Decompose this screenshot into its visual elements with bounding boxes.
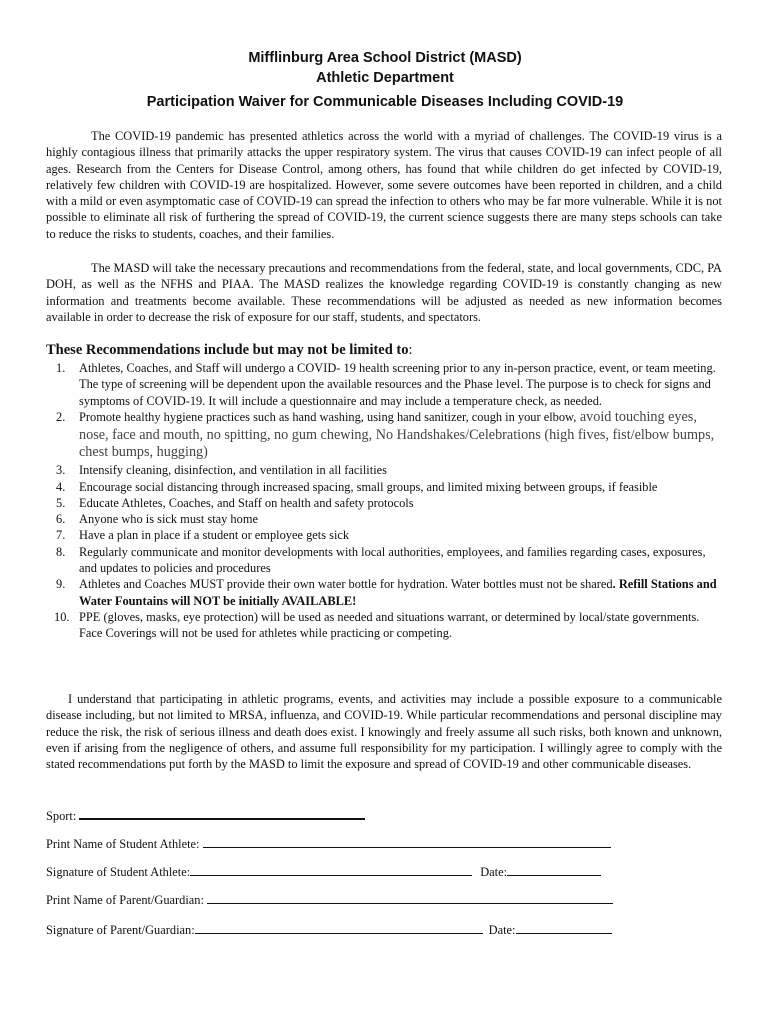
list-item-text: Regularly communicate and monitor developments with local authorities, employees, and families regarding cases, exposures, and updates to policies and procedures: [79, 544, 706, 576]
list-item-number: 4.: [56, 479, 66, 494]
list-item-number: 1.: [56, 361, 66, 375]
list-item-text: Encourage social distancing through increased spacing, small groups, and limited mixing between groups, if feasible: [79, 479, 658, 494]
list-item-number: 5.: [56, 495, 66, 510]
recommendations-heading-colon: :: [408, 342, 413, 358]
parent-signature-field: [46, 922, 612, 938]
parent-date-label: Date:: [488, 923, 516, 937]
list-item-number: 10.: [54, 609, 70, 624]
sport-label: Sport:: [46, 809, 80, 823]
recommendations-heading: [46, 342, 413, 359]
parent-name-field: [46, 892, 613, 908]
list-item: [46, 527, 722, 543]
parent-name-input-line[interactable]: [207, 892, 613, 904]
sport-input-line[interactable]: [79, 807, 365, 820]
list-item-number: 3.: [56, 463, 66, 478]
list-item-text: Promote healthy hygiene practices such as hand washing, using hand sanitizer, cough in your elbow,: [79, 409, 577, 424]
list-item-text: Athletes and Coaches MUST provide their own water bottle for hydration. Water bottles must not be shared: [79, 577, 613, 592]
parent-signature-input-line[interactable]: [195, 922, 483, 934]
list-item-text-highlight: avoid touching eyes, nose, face and mouth, no spitting, no gum chewing, No Handshakes/Celebrations (high fives, fist/elbow bumps, chest bumps, hugging): [79, 408, 715, 461]
list-item-text: Educate Athletes, Coaches, and Staff on health and safety protocols: [79, 495, 414, 510]
list-item: [46, 462, 722, 478]
list-item-text: Athletes, Coaches, and Staff will undergo a COVID- 19 health screening prior to any in-person practice, event, or team meeting. The type of screening will be dependent upon the available resources and the Phase level. The purpose is to check for signs and symptoms of COVID-19. It will include a questionnaire and may include a temperature check, as needed.: [79, 361, 716, 408]
intro-paragraph-1: The COVID-19 pandemic has presented athletics across the world with a myriad of challenges. The COVID-19 virus is a highly contagious illness that primarily attacks the upper respiratory system. The virus that causes COVID-19 can infect people of all ages. Research from the Centers for Disease Control, among others, has found that while children do get infected by COVID-19, relatively few children with COVID-19 are hospitalized. However, some severe outcomes have been reported in children, and a child with a mild or even asymptomatic case of COVID-19 can spread the infection to others who may be far more vulnerable. While it is not possible to eliminate all risk of furthering the spread of COVID-19, the current science suggests there are many steps schools can take to reduce the risks to students, coaches, and their families.: [46, 129, 722, 241]
student-date-label: Date:: [480, 865, 508, 879]
document-title: Participation Waiver for Communicable Diseases Including COVID-19: [146, 94, 624, 110]
recommendations-heading-text: These Recommendations include but may not be limited to: [46, 342, 409, 358]
department-title: Athletic Department: [316, 70, 454, 86]
list-item: [46, 479, 722, 495]
list-item: [46, 511, 722, 527]
acknowledgement-paragraph: I understand that participating in athletic programs, events, and activities may include a possible exposure to a communicable disease including, but not limited to MRSA, influenza, and COVID-19. While particular recommendations and personal discipline may reduce the risk, the risk of serious illness and death does exist. I knowingly and freely assume all such risks, both known and unknown, even if arising from the negligence of others, and assume full responsibility for my participation. I willingly agree to comply with the stated recommendations put forth by the MASD to limit the exposure and spread of COVID-19 and other communicable diseases.: [46, 692, 722, 772]
student-name-label: Print Name of Student Athlete:: [46, 837, 203, 851]
parent-name-label: Print Name of Parent/Guardian:: [46, 893, 208, 907]
student-signature-label: Signature of Student Athlete:: [46, 865, 191, 879]
list-item-number: 9.: [56, 577, 66, 592]
intro-paragraph-2: The MASD will take the necessary precautions and recommendations from the federal, state, and local governments, CDC, PA DOH, as well as the NFHS and PIAA. The MASD realizes the knowledge regarding COVID-19 is constantly changing as new information and treatments become available. These recommendations will be adjusted as needed as new information becomes available in order to decrease the risk of exposure for our staff, students, and spectators.: [46, 261, 722, 324]
list-item-text: Anyone who is sick must stay home: [79, 512, 258, 527]
list-item: [46, 360, 722, 409]
list-item-text-bold: . Refill Stations and Water Fountains will NOT be initially AVAILABLE!: [79, 577, 717, 608]
sport-field: [46, 807, 365, 824]
parent-date-input-line[interactable]: [516, 922, 612, 934]
list-item-number: 6.: [56, 512, 66, 527]
list-item-number: 7.: [56, 528, 66, 543]
student-signature-input-line[interactable]: [190, 864, 472, 876]
list-item: [46, 576, 722, 609]
list-item-text: Intensify cleaning, disinfection, and ventilation in all facilities: [79, 463, 387, 478]
list-item-number: 2.: [56, 409, 66, 424]
parent-signature-label: Signature of Parent/Guardian:: [46, 923, 195, 937]
list-item-number: 8.: [56, 544, 66, 559]
list-item-text: PPE (gloves, masks, eye protection) will be used as needed and situations warrant, or determined by local/state governments. Face Coverings will not be used for athletes while practicing or competing.: [79, 609, 700, 641]
student-signature-field: [46, 864, 601, 880]
list-item: [46, 409, 722, 462]
list-item-text: Have a plan in place if a student or employee gets sick: [79, 528, 350, 543]
student-date-input-line[interactable]: [507, 864, 601, 876]
list-item: [46, 495, 722, 511]
list-item: [46, 609, 722, 642]
recommendations-list: [46, 360, 722, 642]
student-name-input-line[interactable]: [203, 836, 611, 848]
student-name-field: [46, 836, 611, 852]
district-title: Mifflinburg Area School District (MASD): [248, 50, 522, 66]
list-item: [46, 544, 722, 577]
